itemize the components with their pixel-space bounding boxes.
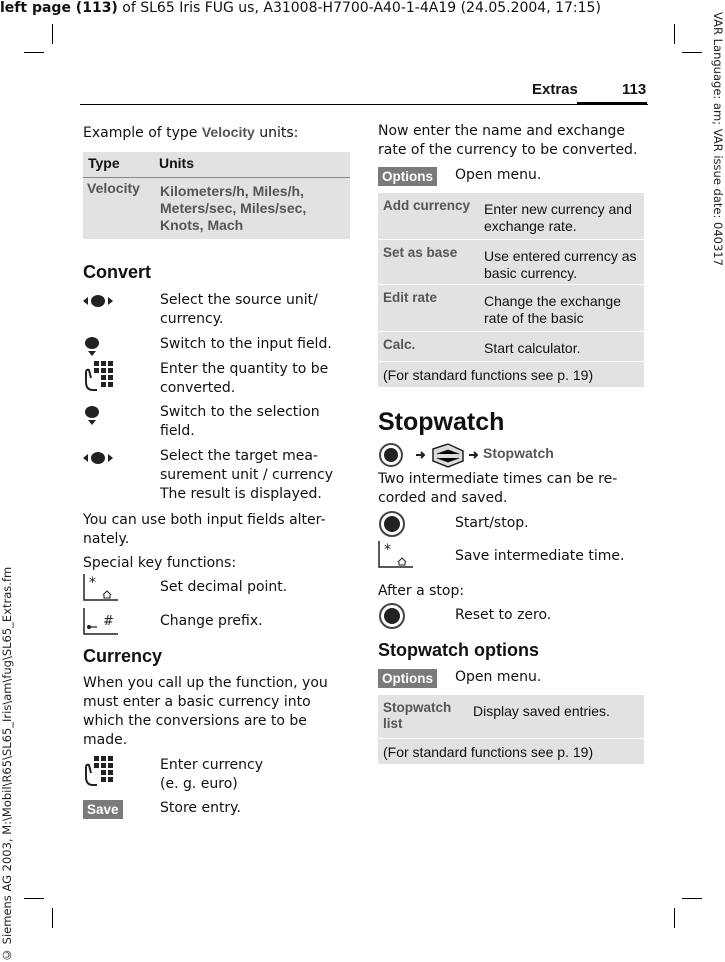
page-number: 113 — [622, 81, 647, 98]
heading-currency: Currency — [83, 646, 163, 666]
hash-key-icon — [83, 607, 119, 635]
std-functions-note — [378, 362, 644, 387]
crop-mark — [674, 24, 675, 44]
both-fields-note: You can use both input fields alter- nately. — [83, 512, 326, 547]
units-table-divider — [83, 177, 350, 178]
option-desc: Start calculator. — [484, 340, 581, 356]
print-header — [0, 0, 601, 16]
std-functions-text: (For standard functions see p. 19) — [383, 367, 594, 383]
option-name: Calc. — [383, 337, 416, 352]
nav-lr-icon — [83, 450, 113, 464]
option-name: Add currency — [383, 198, 471, 213]
keypad-icon — [83, 360, 115, 392]
save-desc: Store entry. — [160, 800, 241, 816]
nav-down-icon — [83, 336, 101, 356]
hash-key-desc: Change prefix. — [160, 613, 263, 629]
option-row — [378, 695, 644, 738]
special-keys-label: Special key functions: — [83, 555, 237, 571]
options-softkey-label: Options — [378, 167, 437, 186]
page-header — [80, 80, 648, 106]
convert-step: Switch to the selection field. — [160, 404, 320, 439]
std-functions-text: (For standard functions see p. 19) — [383, 744, 594, 760]
row-units-line: Meters/sec, Miles/sec, — [160, 200, 307, 216]
intro-prefix: Example of type — [83, 125, 202, 141]
crop-mark — [674, 908, 675, 928]
currency-text: When you call up the function, you must enter a basic currency into which the conversions are to be made. — [83, 675, 328, 748]
now-enter-text: Now enter the name and exchange rate of the currency to be converted. — [378, 123, 638, 158]
col-units: Units — [159, 155, 194, 171]
velocity-intro — [83, 123, 298, 143]
heading-convert: Convert — [83, 262, 152, 282]
convert-step: Select the target mea- surement unit / currency The result is displayed. — [160, 448, 334, 502]
heading-stopwatch-options: Stopwatch options — [378, 640, 539, 660]
crop-mark — [682, 898, 702, 899]
center-key-icon — [378, 602, 406, 630]
stopwatch-path-label: Stopwatch — [483, 445, 554, 461]
header-rule-thick — [577, 102, 647, 105]
stopwatch-intro: Two intermediate times can be re- corded and saved. — [378, 471, 618, 506]
enter-currency — [160, 756, 263, 794]
col-type: Type — [88, 155, 120, 171]
start-stop-text: Start/stop. — [455, 515, 529, 531]
units-table — [83, 152, 350, 239]
options-softkey — [378, 668, 437, 688]
crop-mark — [24, 52, 44, 53]
enter-currency-line: Enter currency — [160, 757, 264, 773]
side-copyright-note: © Siemens AG 2003, M:\Mobil\R65\SL65_Iris\am\fug\SL65_Extras.fm — [0, 566, 14, 962]
stopwatch-path — [378, 441, 568, 469]
convert-step: Enter the quantity to be converted. — [160, 361, 329, 396]
enter-currency-example: (e. g. euro) — [160, 776, 238, 792]
option-desc: Change the exchange rate of the basic — [484, 293, 621, 326]
open-menu-text: Open menu. — [455, 167, 542, 183]
option-desc: Use entered currency as basic currency. — [484, 248, 637, 281]
option-name — [383, 700, 451, 732]
option-name-line: list — [383, 716, 403, 731]
option-row — [378, 240, 644, 284]
std-functions-note — [378, 739, 644, 764]
row-units-line: Knots, Mach — [160, 217, 244, 233]
print-header-doc: of SL65 Iris FUG us, A31008-H7700-A40-1-4A19 (24.05.2004, 17:15) — [117, 0, 601, 16]
row-units — [160, 183, 306, 234]
center-key-icon — [378, 510, 406, 538]
print-header-page: left page (113) — [0, 0, 118, 16]
svg-text:*: * — [89, 575, 96, 591]
intro-velocity: Velocity — [201, 124, 255, 140]
star-key-desc: Set decimal point. — [160, 579, 288, 595]
row-units-line: Kilometers/h, Miles/h, — [160, 183, 304, 199]
crop-mark — [24, 898, 44, 899]
convert-step: Switch to the input field. — [160, 336, 332, 352]
option-row — [378, 193, 644, 239]
svg-text:*: * — [384, 542, 391, 558]
star-key-icon — [378, 540, 414, 568]
units-table-header — [83, 152, 350, 178]
open-menu-text: Open menu. — [455, 669, 542, 685]
option-name: Set as base — [383, 245, 458, 260]
crop-mark — [52, 24, 53, 44]
crop-mark — [52, 908, 53, 928]
option-desc: Display saved entries. — [473, 703, 610, 719]
options-softkey-label: Options — [378, 669, 437, 688]
option-name-line: Stopwatch — [383, 700, 452, 715]
section-title: Extras — [532, 81, 578, 98]
crop-mark — [682, 52, 702, 53]
save-softkey — [83, 799, 123, 819]
heading-stopwatch: Stopwatch — [378, 408, 505, 436]
nav-down-icon — [83, 405, 101, 425]
svg-text:#: # — [103, 614, 114, 629]
convert-step: Select the source unit/ currency. — [160, 292, 318, 327]
nav-lr-icon — [83, 293, 113, 307]
side-variant-note: VAR Language: am; VAR issue date: 040317 — [711, 12, 725, 266]
option-row — [378, 285, 644, 331]
option-desc: Enter new currency and exchange rate. — [484, 201, 632, 234]
keypad-icon — [83, 755, 115, 787]
header-rule — [80, 104, 648, 105]
star-key-icon — [83, 573, 119, 601]
row-type: Velocity — [87, 180, 140, 196]
save-intermediate-text: Save intermediate time. — [455, 548, 625, 564]
reset-text: Reset to zero. — [455, 607, 552, 623]
options-softkey — [378, 166, 437, 186]
after-stop-text: After a stop: — [378, 583, 465, 599]
option-name: Edit rate — [383, 290, 438, 305]
option-row — [378, 332, 644, 361]
intro-suffix: units: — [254, 125, 299, 141]
save-softkey-label: Save — [83, 800, 123, 819]
